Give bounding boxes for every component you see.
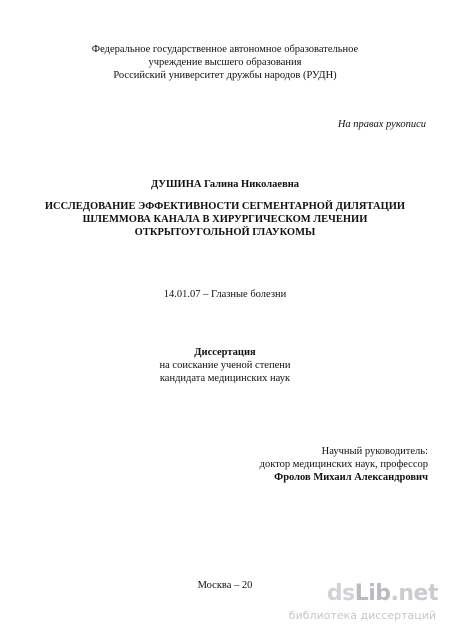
institution-line-3: Российский университет дружбы народов (РУДН) [113, 70, 337, 81]
institution-line-2: учреждение высшего образования [148, 57, 302, 68]
dissertation-heading: Диссертация [194, 347, 256, 358]
supervisor-label: Научный руководитель: [321, 446, 428, 457]
author-name: ДУШИНА Галина Николаевна [150, 179, 300, 190]
title-line-1: ИССЛЕДОВАНИЕ ЭФФЕКТИВНОСТИ СЕГМЕНТАРНОЙ ДИЛЯТАЦИИ [44, 201, 406, 212]
city-year: Москва – 20 [197, 580, 253, 591]
watermark [288, 581, 438, 627]
degree-line-1: на соискание ученой степени [159, 360, 291, 371]
degree-line-2: кандидата медицинских наук [159, 373, 291, 384]
title-line-3: ОТКРЫТОУГОЛЬНОЙ ГЛАУКОМЫ [134, 227, 316, 238]
title-line-2: ШЛЕММОВА КАНАЛА В ХИРУРГИЧЕСКОМ ЛЕЧЕНИИ [82, 214, 368, 225]
supervisor-name: Фролов Михаил Александрович [274, 472, 428, 483]
specialty: 14.01.07 – Глазные болезни [163, 289, 287, 300]
manuscript-note: На правах рукописи [337, 119, 426, 130]
watermark-subtitle: библиотека диссертаций [288, 609, 436, 622]
supervisor-degree: доктор медицинских наук, профессор [259, 459, 428, 470]
watermark-logo: dsLib.net [326, 581, 438, 606]
institution-line-1: Федеральное государственное автономное образовательное [91, 44, 359, 55]
